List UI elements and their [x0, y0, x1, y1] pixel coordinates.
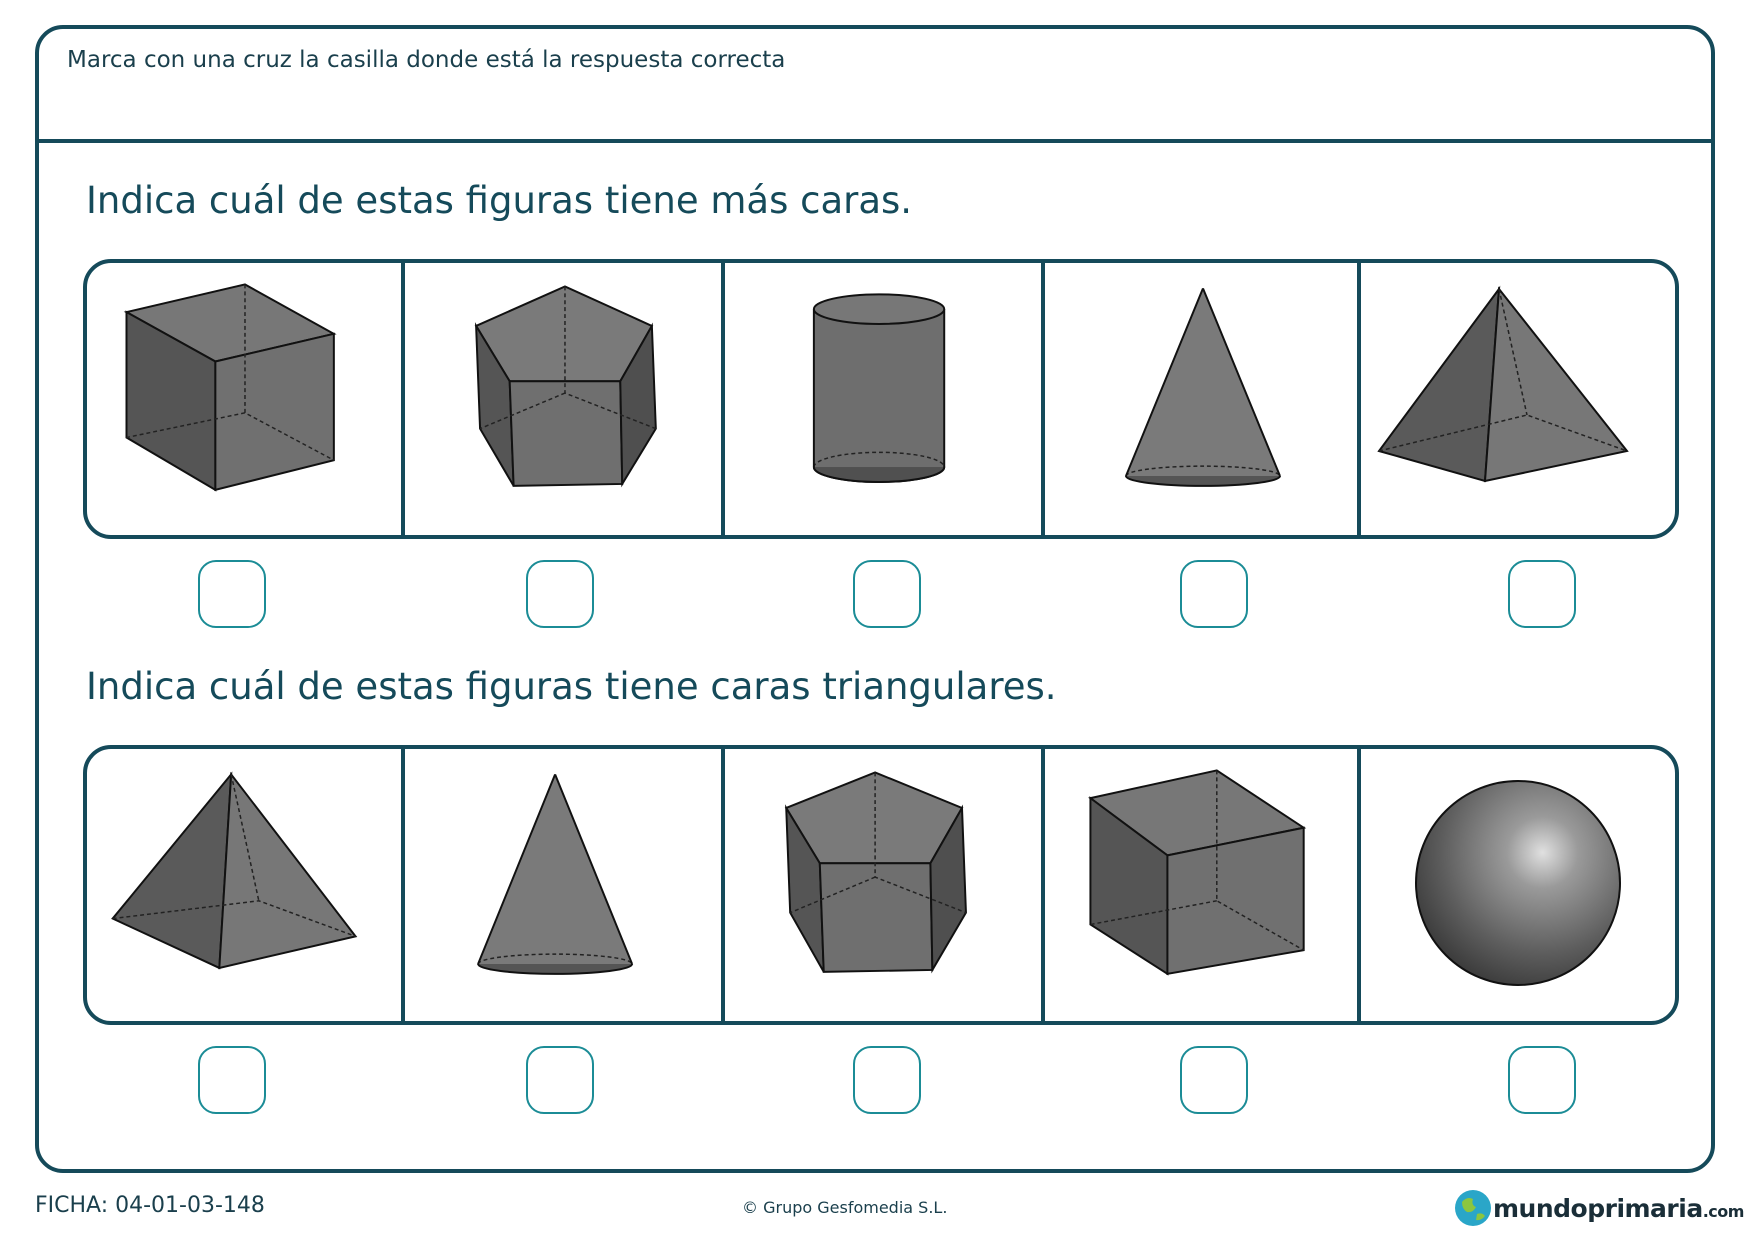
- figures-row-1: [83, 259, 1679, 539]
- figures-row-2: [83, 745, 1679, 1025]
- copyright-text: © Grupo Gesfomedia S.L.: [742, 1198, 948, 1217]
- pentagonal-prism-figure: [725, 749, 1041, 1021]
- figure-cell-cone: [405, 749, 725, 1021]
- globe-icon: [1453, 1188, 1493, 1228]
- figure-cell-pentagonal-prism: [725, 749, 1045, 1021]
- checkbox-q2-cone[interactable]: [526, 1046, 594, 1114]
- checkbox-q1-pentagonal-prism[interactable]: [526, 560, 594, 628]
- worksheet-frame: [35, 25, 1715, 1173]
- figure-cell-square-pyramid: [1361, 263, 1675, 535]
- checkbox-q2-square-pyramid[interactable]: [198, 1046, 266, 1114]
- checkbox-q2-sphere[interactable]: [1508, 1046, 1576, 1114]
- instruction-text: Marca con una cruz la casilla donde está la respuesta correcta: [67, 47, 786, 73]
- figure-cell-sphere: [1361, 749, 1675, 1021]
- mundoprimaria-logo[interactable]: [1453, 1188, 1744, 1228]
- figure-cell-cube: [1045, 749, 1361, 1021]
- cube-figure: [87, 263, 401, 535]
- checkbox-q1-square-pyramid[interactable]: [1508, 560, 1576, 628]
- checkbox-q2-cube[interactable]: [1180, 1046, 1248, 1114]
- question-2-title: Indica cuál de estas figuras tiene caras triangulares.: [86, 665, 1057, 708]
- checkbox-q1-cube[interactable]: [198, 560, 266, 628]
- figure-cell-cylinder: [725, 263, 1045, 535]
- figure-cell-pentagonal-prism: [405, 263, 725, 535]
- ficha-code: FICHA: 04-01-03-148: [35, 1193, 265, 1218]
- sphere-figure: [1361, 749, 1675, 1021]
- logo-text: mundoprimaria.com: [1493, 1193, 1744, 1223]
- checkbox-q1-cone[interactable]: [1180, 560, 1248, 628]
- cube-figure: [1045, 749, 1357, 1021]
- pentagonal-prism-figure: [405, 263, 721, 535]
- cone-figure: [1045, 263, 1357, 535]
- checkbox-q2-pentagonal-prism[interactable]: [853, 1046, 921, 1114]
- worksheet-header: [39, 29, 1711, 143]
- checkbox-q1-cylinder[interactable]: [853, 560, 921, 628]
- square-pyramid-figure: [1361, 263, 1675, 535]
- question-1-title: Indica cuál de estas figuras tiene más caras.: [86, 179, 913, 222]
- cylinder-figure: [725, 263, 1041, 535]
- square-pyramid-figure: [87, 749, 401, 1021]
- cone-figure: [405, 749, 721, 1021]
- figure-cell-cone: [1045, 263, 1361, 535]
- figure-cell-square-pyramid: [87, 749, 405, 1021]
- figure-cell-cube: [87, 263, 405, 535]
